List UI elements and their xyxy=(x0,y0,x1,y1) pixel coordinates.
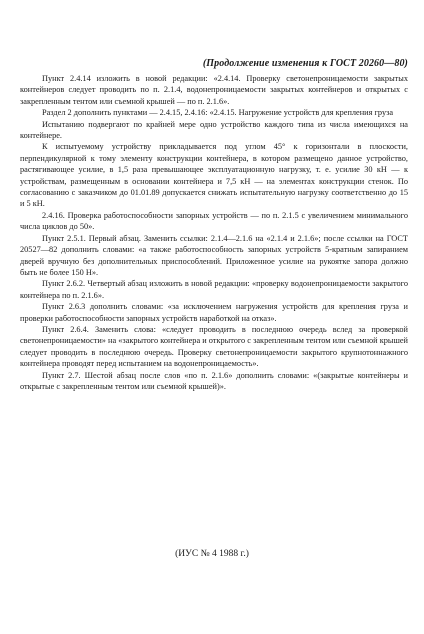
paragraph: Пункт 2.7. Шестой абзац после слов «по п. 2.1.6» дополнить словами: «(закрытые контейнеры и открытые с закрепленным тентом или съемной крышей)». xyxy=(20,370,408,391)
document-body xyxy=(20,73,408,392)
source-reference: (ИУС № 4 1988 г.) xyxy=(175,549,249,559)
paragraph: Пункт 2.6.2. Четвертый абзац изложить в новой редакции: «проверку водонепроницаемости закрытого контейнера по п. 2.1.6». xyxy=(20,279,408,300)
continuation-header: (Продолжение изменения к ГОСТ 20260—80) xyxy=(202,58,408,69)
paragraph: 2.4.16. Проверка работоспособности запорных устройств — по п. 2.1.5 с увеличением минимального числа циклов до 50». xyxy=(20,210,408,232)
paragraph: К испытуемому устройству прикладывается под углом 45° к горизонтали в плоскости, перпендикулярной к тому элементу конструкции контейнера, в котором размещено данное устройство, растягивающее усилие, в 1,5 раза превышающее эксплуатационную нагрузку, т. е. усилие 30 кН — к устройствам, размещенным в основании контейнера и 7,5 кН — на элементах конструкции стенок. По согласованию с заказчиком до 01.01.89 допускается снижать испытательную нагрузку соответственно до 15 и 5 кН. xyxy=(20,142,408,209)
paragraph: Пункт 2.4.14 изложить в новой редакции: «2.4.14. Проверку светонепроницаемости закрытых контейнеров следует проводить по п. 2.1.4, водонепроницаемости закрытых контейнеров и открытых с закрепленным тентом или съемной крышей — по п. 2.1.6». xyxy=(20,74,408,106)
paragraph: Испытанию подвергают по крайней мере одно устройство каждого типа из числа имеющихся на контейнере. xyxy=(20,119,408,141)
paragraph: Пункт 2.6.3 дополнить словами: «за исключением нагружения устройств для крепления груза и проверки работоспособности запорных устройств наработкой на отказ». xyxy=(20,302,408,323)
paragraph: Пункт 2.5.1. Первый абзац. Заменить ссылки: 2.1.4—2.1.6 на «2.1.4 и 2.1.6»; после ссылки на ГОСТ 20527—82 дополнить словами: «а также работоспособность запорных устройств 5-кратным запиранием дверей вручную без дополнительных приспособлений. Приложенное усилие на рукоятке запора должно быть не более 150 Н». xyxy=(20,233,408,277)
paragraph: Раздел 2 дополнить пунктами — 2.4.15, 2.4.16: «2.4.15. Нагружение устройств для крепления груза xyxy=(42,108,394,118)
paragraph: Пункт 2.6.4. Заменить слова: «следует проводить в последнюю очередь вслед за проверкой светонепроницаемости» на «закрытого контейнера и открытого с закрепленным тентом или съемной крышей следует проводить в последнюю очередь. Проверку светонепроницаемости закрытого крупнотоннажного контейнера проводят перед испытанием на водонепроницаемость». xyxy=(20,324,408,369)
